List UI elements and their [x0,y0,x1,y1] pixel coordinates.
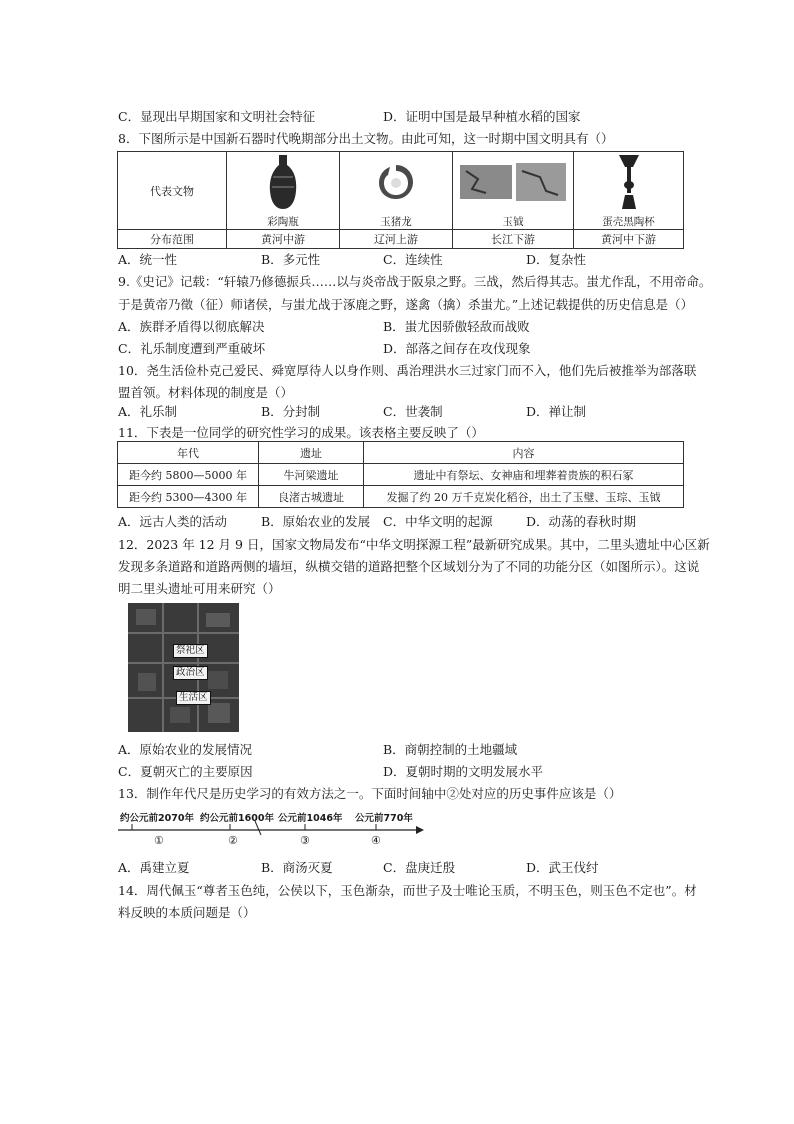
eggshell-black-pottery-cup-icon [574,152,683,212]
artifact-header: 代表文物 [118,152,227,230]
artifact-name-2: 玉猪龙 [380,216,412,228]
timeline-label-2: 约公元前1600年 [200,813,274,824]
q13-option-c: C．盘庚迁殷 [383,860,456,875]
artifact-name-1: 彩陶瓶 [267,216,299,228]
artifact-cell-4 [574,152,684,230]
q11-option-d: D．动荡的春秋时期 [526,514,637,529]
artifact-cell-3 [453,152,574,230]
q9-line-1: 9.《史记》记载：“轩辕乃修德振兵……以与炎帝战于阪泉之野。三战，然后得其志。蚩尤作乱，不用帝命。 [118,274,712,289]
q12-option-b: B．商朝控制的土地疆域 [383,742,518,757]
q7-option-c: C．显现出早期国家和文明社会特征 [118,109,316,124]
q8-option-c: C．连续性 [383,252,443,267]
artifact-table [117,151,684,249]
region-3: 长江下游 [453,230,574,249]
research-header-era: 年代 [118,442,259,464]
research-row-1-content: 遗址中有祭坛、女神庙和埋葬着贵族的积石冢 [364,464,684,486]
q10-line-2: 盟首领。材料体现的制度是（） [118,385,294,400]
artifact-cell-1 [227,152,340,230]
timeline-label-4: 公元前770年 [355,813,413,824]
jade-axe-icon [453,152,573,212]
q10-option-d: D．禅让制 [526,404,587,419]
q11-option-c: C．中华文明的起源 [383,514,493,529]
q14-line-1: 14．周代佩玉“尊者玉色纯，公侯以下，玉色渐杂，而世子及士唯论玉质，不明玉色，则玉色不定也”。材 [118,883,697,898]
map-label-ritual-zone: 祭祀区 [173,644,208,658]
research-row-1-era: 距今约 5800—5000 年 [118,464,259,486]
q13-option-a: A．禹建立夏 [118,860,190,875]
timeline [118,810,428,852]
jade-pig-dragon-icon [340,152,452,212]
q12-option-d: D．夏朝时期的文明发展水平 [383,764,544,779]
q9-line-2: 于是黄帝乃徵（征）师诸侯，与蚩尤战于涿鹿之野，遂禽（擒）杀蚩尤。”上述记载提供的历史信息是（） [118,297,694,312]
q9-option-a: A．族群矛盾得以彻底解决 [118,319,265,334]
timeline-marker-1: ① [154,834,164,847]
artifact-name-4: 蛋壳黑陶杯 [602,216,655,228]
q10-line-1: 10．尧生活俭朴克己爱民、舜宽厚待人以身作则、禹治理洪水三过家门而不入，他们先后被推举为部落联 [118,363,697,378]
timeline-label-1: 约公元前2070年 [120,813,194,824]
q12-line-1: 12．2023 年 12 月 9 日，国家文物局发布“中华文明探源工程”最新研究成果。其中，二里头遗址中心区新 [118,537,710,552]
painted-pottery-bottle-icon [227,152,339,212]
map-label-living-zone: 生活区 [176,691,211,705]
research-row-2-content: 发掘了约 20 万千克炭化稻谷，出土了玉璧、玉琮、玉钺 [364,486,684,508]
timeline-label-3: 公元前1046年 [278,813,343,824]
q11-stem: 11．下表是一位同学的研究性学习的成果。该表格主要反映了（） [118,425,484,440]
q9-option-c: C．礼乐制度遭到严重破坏 [118,341,266,356]
q13-option-d: D．武王伐纣 [526,860,599,875]
region-header: 分布范围 [118,230,227,249]
timeline-marker-4: ④ [371,834,381,847]
map-label-political-zone: 政治区 [173,666,208,680]
research-row-1-site: 牛河梁遗址 [259,464,364,486]
q9-option-b: B．蚩尤因骄傲轻敌而战败 [383,319,530,334]
q7-option-d: D．证明中国是最早种植水稻的国家 [383,109,581,124]
research-table [117,441,684,508]
research-header-site: 遗址 [259,442,364,464]
q13-stem: 13．制作年代尺是历史学习的有效方法之一。下面时间轴中②处对应的历史事件应该是（） [118,786,622,801]
erlitou-site-map [128,603,239,732]
timeline-marker-2: ② [228,834,238,847]
q12-option-c: C．夏朝灭亡的主要原因 [118,764,253,779]
q10-option-b: B．分封制 [261,404,321,419]
artifact-name-3: 玉钺 [502,216,524,228]
q8-option-a: A．统一性 [118,252,178,267]
q13-option-b: B．商汤灭夏 [261,860,333,875]
research-row-2-site: 良渚古城遗址 [259,486,364,508]
q12-option-a: A．原始农业的发展情况 [118,742,253,757]
q11-option-a: A．远古人类的活动 [118,514,228,529]
q11-option-b: B．原始农业的发展 [261,514,371,529]
region-2: 辽河上游 [340,230,453,249]
q8-stem: 8．下图所示是中国新石器时代晚期部分出土文物。由此可知，这一时期中国文明具有（） [118,131,614,146]
timeline-marker-3: ③ [300,834,310,847]
research-row-2-era: 距今约 5300—4300 年 [118,486,259,508]
artifact-cell-2 [340,152,453,230]
q12-line-2: 发现多条道路和道路两侧的墙垣，纵横交错的道路把整个区域划分为了不同的功能分区（如图所示）。这说 [118,559,700,574]
q12-line-3: 明二里头遗址可用来研究（） [118,581,281,596]
q10-option-c: C．世袭制 [383,404,443,419]
q9-option-d: D．部落之间存在攻伐现象 [383,341,531,356]
q8-option-d: D．复杂性 [526,252,587,267]
research-header-content: 内容 [364,442,684,464]
q8-option-b: B．多元性 [261,252,321,267]
region-1: 黄河中游 [227,230,340,249]
q14-line-2: 料反映的本质问题是（） [118,905,256,920]
region-4: 黄河中下游 [574,230,684,249]
q10-option-a: A．礼乐制 [118,404,178,419]
